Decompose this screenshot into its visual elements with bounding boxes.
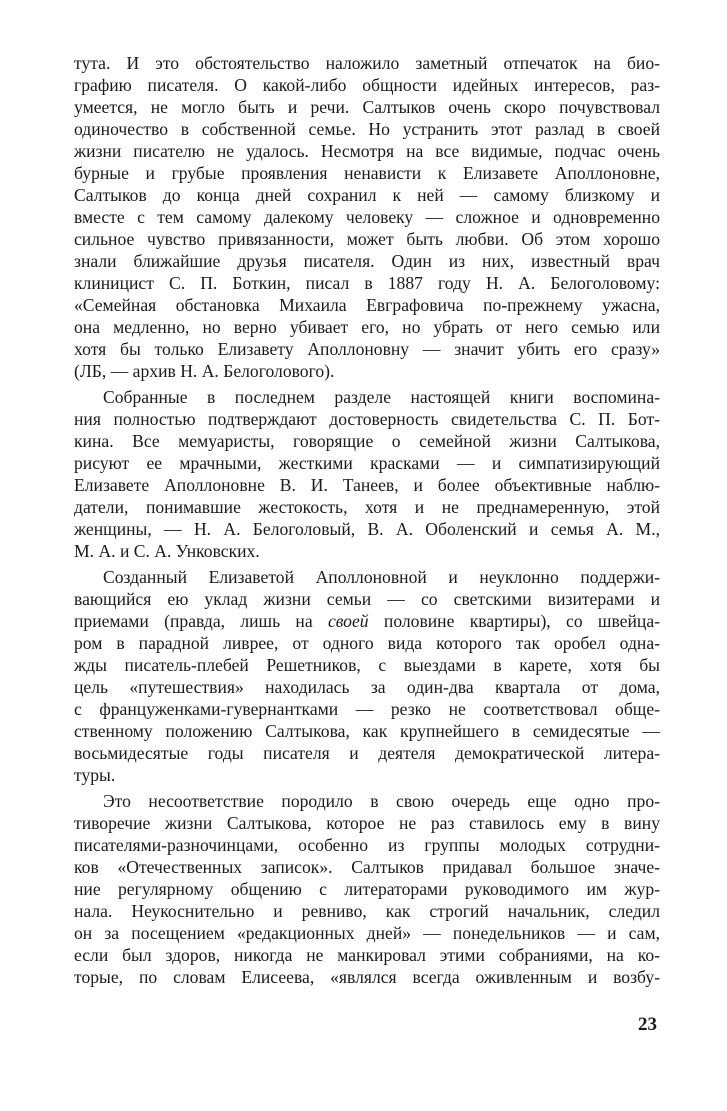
text-line: сильное чувство привязанности, может быть любви. Об этом хорошо: [74, 229, 660, 249]
text-line: вающийся ею уклад жизни семьи — со светскими визитерами и: [74, 589, 660, 609]
text-line: ния полностью подтверждают достоверность свидетельства С. П. Бот-: [74, 409, 660, 429]
text-line: тиворечие жизни Салтыкова, которое не раз ставилось ему в вину: [74, 813, 660, 833]
text-line: графию писателя. О какой-либо общности идейных интересов, раз-: [74, 75, 660, 95]
text-line: ков «Отечественных записок». Салтыков придавал большое значе-: [74, 857, 660, 877]
text-line: хотя бы только Елизавету Аполлоновну — значит убить его сразу»: [74, 339, 660, 359]
text-line: бурные и грубые проявления ненависти к Елизавете Аполлоновне,: [74, 163, 660, 183]
text-line: с француженками-гувернантками — резко не соответствовал обще-: [74, 699, 660, 719]
text-line: Салтыков до конца дней сохранил к ней — самому близкому и: [74, 185, 660, 205]
text-line: (ЛБ, — архив Н. А. Белоголового).: [74, 361, 335, 381]
text-line: ние регулярному общению с литераторами руководимого им жур-: [74, 879, 660, 899]
text-line: датели, понимавшие жестокость, хотя и не преднамеренную, этой: [74, 497, 660, 517]
text-line: тута. И это обстоятельство наложило заметный отпечаток на био-: [74, 53, 660, 73]
text-line: кина. Все мемуаристы, говорящие о семейной жизни Салтыкова,: [74, 431, 660, 451]
text-line: одиночество в собственной семье. Но устранить этот разлад в своей: [74, 119, 660, 139]
text-line: Это несоответствие породило в свою очередь еще одно про-: [103, 791, 660, 811]
text-line: Созданный Елизаветой Аполлоновной и неуклонно поддержи-: [103, 567, 660, 587]
text-line: ственному положению Салтыкова, как крупнейшего в семидесятые —: [74, 721, 660, 741]
page-number: 23: [638, 1014, 657, 1035]
text-line: Елизавете Аполлоновне В. И. Танеев, и более объективные наблю-: [74, 475, 660, 495]
text-line: нала. Неукоснительно и ревниво, как строгий начальник, следил: [74, 901, 660, 921]
text-line: жды писатель-плебей Решетников, с выездами в карете, хотя бы: [74, 655, 660, 675]
text-line: женщины, — Н. А. Белоголовый, В. А. Оболенский и семья А. М.,: [74, 519, 660, 539]
text-line: ром в парадной ливрее, от одного вида которого так оробел одна-: [74, 633, 660, 653]
text-line: вместе с тем самому далекому человеку — сложное и одновременно: [74, 207, 660, 227]
text-line: жизни писателю не удалось. Несмотря на все видимые, подчас очень: [74, 141, 660, 161]
text-line: он за посещением «редакционных дней» — понедельников — и сам,: [74, 923, 660, 943]
text-line: если был здоров, никогда не манкировал этими собраниями, на ко-: [74, 945, 660, 965]
book-page: [74, 52, 660, 988]
paragraph-1: [74, 52, 660, 382]
text-line: рисуют ее мрачными, жесткими красками — и симпатизирующий: [74, 453, 660, 473]
text-line: торые, по словам Елисеева, «являлся всегда оживленным и возбу-: [74, 967, 660, 987]
paragraph-3: [74, 566, 660, 786]
text-line: Собранные в последнем разделе настоящей книги воспомина-: [103, 387, 660, 407]
text-line: клиницист С. П. Боткин, писал в 1887 году Н. А. Белоголовому:: [74, 273, 660, 293]
text-line: умеется, не могло быть и речи. Салтыков очень скоро почувствовал: [74, 97, 660, 117]
text-line: приемами (правда, лишь на своей половине квартиры), со швейца-: [74, 611, 660, 631]
text-line: писателями-разночинцами, особенно из группы молодых сотрудни-: [74, 835, 660, 855]
text-line: «Семейная обстановка Михаила Евграфовича по-прежнему ужасна,: [74, 295, 660, 315]
text-line: туры.: [74, 765, 116, 785]
paragraph-2: [74, 386, 660, 562]
text-line: цель «путешествия» находилась за один-два квартала от дома,: [74, 677, 660, 697]
text-line: знали ближайшие друзья писателя. Один из них, известный врач: [74, 251, 660, 271]
text-line: М. А. и С. А. Унковских.: [74, 541, 260, 561]
text-line: восьмидесятые годы писателя и деятеля демократической литера-: [74, 743, 660, 763]
text-line: она медленно, но верно убивает его, но убрать от него семью или: [74, 317, 660, 337]
paragraph-4: [74, 790, 660, 988]
